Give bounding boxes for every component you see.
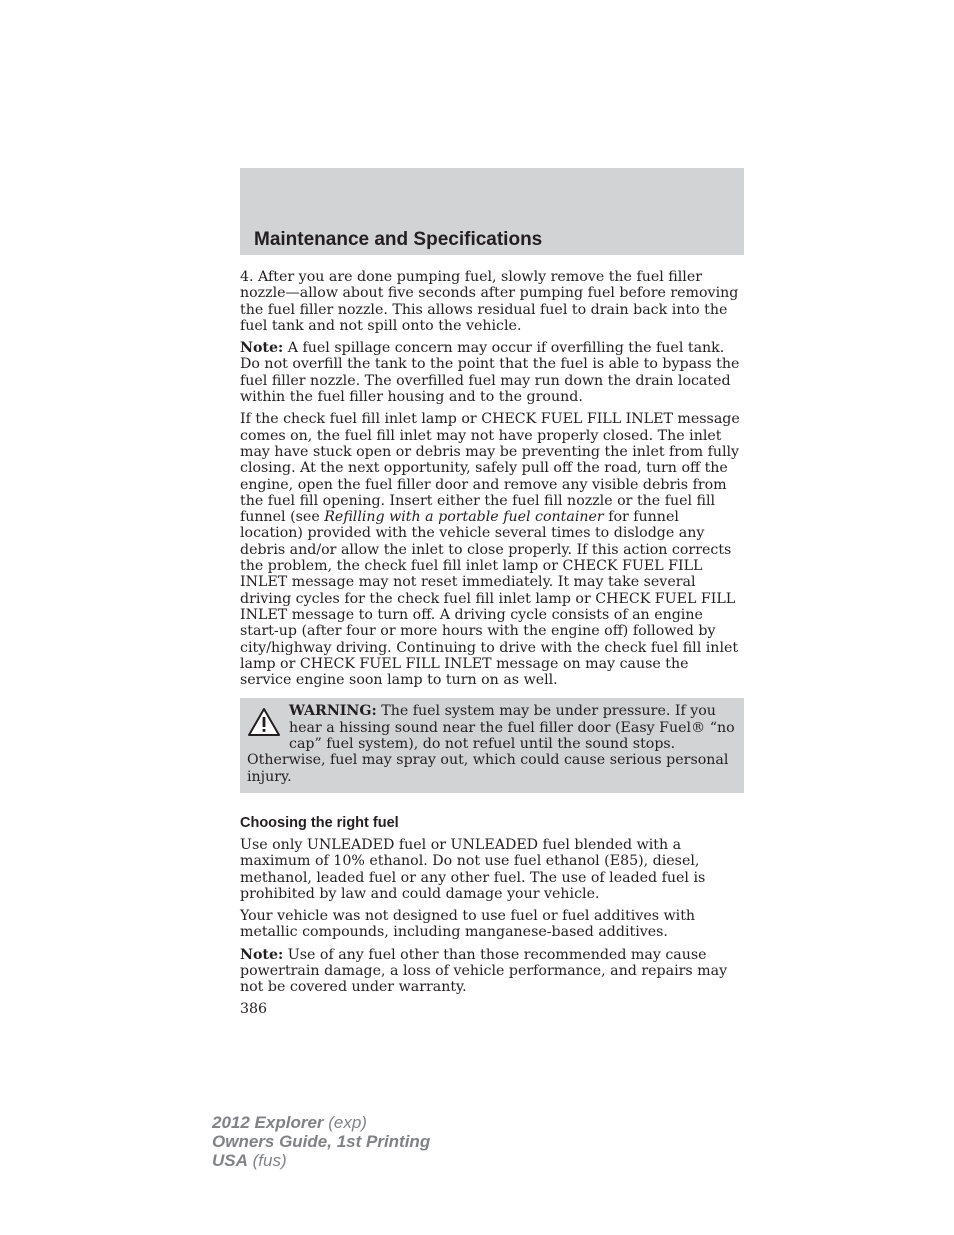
fuel-inlet-text-a: If the check fuel fill inlet lamp or CHECK FUEL FILL INLET message comes on, the fuel fill inlet may not have properly closed. The inlet may have stuck open or debris may be preventing the inlet from fully closing. At the next opportunity, safely pull off the road, turn off the engine, open the fuel filler door and remove any visible debris from the fuel fill opening. Insert either the fuel fill nozzle or the fuel fill funnel (see: [240, 411, 740, 526]
document-footer: [212, 1113, 430, 1170]
section-title: Maintenance and Specifications: [254, 229, 543, 250]
warning-triangle-icon: [247, 707, 281, 737]
note-warranty-paragraph: [240, 947, 744, 996]
note-text: Use of any fuel other than those recommended may cause powertrain damage, a loss of vehicle performance, and repairs may not be covered under warranty.: [240, 946, 728, 996]
cross-reference-link: Refilling with a portable fuel container: [324, 509, 604, 526]
footer-printing-line: Owners Guide, 1st Printing: [212, 1132, 431, 1151]
footer-model-code: (exp): [323, 1113, 367, 1132]
footer-model: 2012 Explorer: [212, 1113, 324, 1132]
fuel-inlet-text-b: for funnel location) provided with the vehicle several times to dislodge any debris and/or allow the inlet to close properly. If this action corrects the problem, the check fuel fill inlet lamp or CHECK FUEL FILL INLET message may not reset immediately. It may take several driving cycles for the check fuel fill inlet lamp or CHECK FUEL FILL INLET message to turn off. A driving cycle consists of an engine start-up (after four or more hours with the engine off) followed by city/highway driving. Continuing to drive with the check fuel fill inlet lamp or CHECK FUEL FILL INLET message on may cause the service engine soon lamp to turn on as well.: [240, 509, 739, 689]
note-paragraph: [240, 340, 744, 405]
subsection-heading: Choosing the right fuel: [240, 814, 399, 831]
step-4-paragraph: 4. After you are done pumping fuel, slowly remove the fuel filler nozzle—allow about five seconds after pumping fuel before removing the fuel filler nozzle. This allows residual fuel to drain back into the fuel tank and not spill onto the vehicle.: [240, 269, 739, 334]
page-number: 386: [240, 1000, 268, 1017]
footer-region-line: [212, 1151, 430, 1170]
fuel-inlet-paragraph: [240, 411, 744, 688]
additives-paragraph: Your vehicle was not designed to use fuel or fuel additives with metallic compounds, including manganese-based additives.: [240, 908, 696, 941]
warning-box: [240, 698, 744, 792]
page-content: [240, 269, 744, 1017]
footer-model-line: [212, 1113, 430, 1132]
note-text: A fuel spillage concern may occur if overfilling the fuel tank. Do not overfill the tank to the point that the fuel is able to bypass the fuel filler nozzle. The overfilled fuel may run down the drain located within the fuel filler housing and to the ground.: [240, 340, 740, 406]
warning-body: The fuel system may be under pressure. If you hear a hissing sound near the fuel filler door (Easy Fuel® “no cap” fuel system), do not refuel until the sound stops. Otherwise, fuel may spray out, which could cause serious personal injury.: [247, 703, 735, 785]
footer-region: USA: [212, 1151, 248, 1170]
footer-region-code: (fus): [247, 1151, 287, 1170]
warning-text: [247, 703, 736, 784]
warning-label: WARNING:: [289, 703, 377, 720]
note-label: Note:: [240, 340, 284, 357]
section-header: [240, 168, 744, 255]
unleaded-fuel-paragraph: Use only UNLEADED fuel or UNLEADED fuel blended with a maximum of 10% ethanol. Do not use fuel ethanol (E85), diesel, methanol, leaded fuel or any other fuel. The use of leaded fuel is prohibited by law and could damage your vehicle.: [240, 836, 706, 902]
note-label: Note:: [240, 946, 284, 963]
